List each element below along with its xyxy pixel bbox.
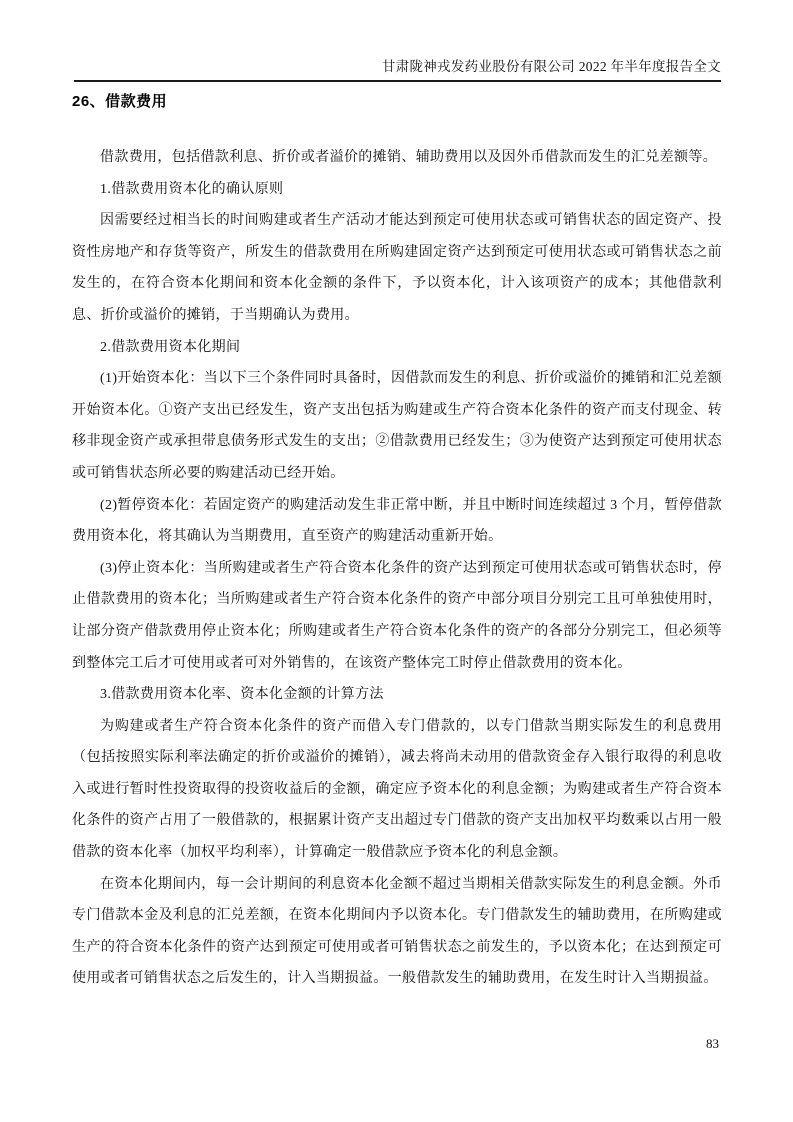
page-header bbox=[74, 55, 721, 82]
paragraph-recognition-principle: 因需要经过相当长的时间购建或者生产活动才能达到预定可使用状态或可销售状态的固定资产、投资性房地产和存货等资产，所发生的借款费用在所购建固定资产达到预定可使用状态或可销售状态之前发生的，在符合资本化期间和资本化金额的条件下，予以资本化，计入该项资产的成本；其他借款利息、折价或溢价的摊销，于当期确认为费用。 bbox=[72, 213, 722, 323]
content-area bbox=[72, 92, 722, 995]
paragraph-capitalization-period: 在资本化期间内，每一会计期间的利息资本化金额不超过当期相关借款实际发生的利息金额。外币专门借款本金及利息的汇兑差额，在资本化期间内予以资本化。专门借款发生的辅助费用，在所购建或生产的符合资本化条件的资产达到预定可使用或者可销售状态之前发生的，予以资本化；在达到预定可使用或者可销售状态之后发生的，计入当期损益。一般借款发生的辅助费用，在发生时计入当期损益。 bbox=[72, 876, 722, 987]
paragraph-start-capitalization: (1)开始资本化：当以下三个条件同时具备时，因借款而发生的利息、折价或溢价的摊销和汇兑差额开始资本化。①资产支出已经发生，资产支出包括为购建或生产符合资本化条件的资产而支付现金、转移非现金资产或承担带息债务形式发生的支出；②借款费用已经发生；③为使资产达到预定可使用状态或可销售状态所必要的购建活动已经开始。 bbox=[72, 371, 722, 481]
paragraph-suspend-capitalization: (2)暂停资本化：若固定资产的购建活动发生非正常中断，并且中断时间连续超过 3 个月，暂停借款费用资本化，将其确认为当期费用，直至资产的购建活动重新开始。 bbox=[72, 497, 722, 545]
paragraph-calculation-method: 为购建或者生产符合资本化条件的资产而借入专门借款的，以专门借款当期实际发生的利息费用（包括按照实际利率法确定的折价或溢价的摊销），减去将尚未动用的借款资金存入银行取得的利息收入或进行暂时性投资取得的投资收益后的金额，确定应予资本化的利息金额；为购建或者生产符合资本化条件的资产占用了一般借款的，根据累计资产支出超过专门借款的资产支出加权平均数乘以占用一般借款的资本化率（加权平均利率），计算确定一般借款应予资本化的利息金额。 bbox=[72, 718, 722, 861]
page-number: 83 bbox=[706, 1036, 719, 1051]
header-title: 甘肃陇神戎发药业股份有限公司 2022 年半年度报告全文 bbox=[381, 59, 721, 74]
subheading-3: 3.借款费用资本化率、资本化金额的计算方法 bbox=[100, 687, 384, 703]
subheading-1: 1.借款费用资本化的确认原则 bbox=[100, 181, 284, 197]
paragraph-stop-capitalization: (3)停止资本化：当所购建或者生产符合资本化条件的资产达到预定可使用状态或可销售状态时，停止借款费用的资本化；当所购建或者生产符合资本化条件的资产中部分项目分别完工且可单独使用时，让部分资产借款费用停止资本化；所购建或者生产符合资本化条件的资产的各部分分别完工，但必须等到整体完工后才可使用或者可对外销售的，在该资产整体完工时停止借款费用的资本化。 bbox=[72, 560, 722, 671]
subheading-2: 2.借款费用资本化期间 bbox=[100, 339, 241, 355]
section-title: 26、借款费用 bbox=[72, 93, 168, 110]
paragraph-intro: 借款费用，包括借款利息、折价或者溢价的摊销、辅助费用以及因外币借款而发生的汇兑差额等。 bbox=[100, 150, 718, 165]
